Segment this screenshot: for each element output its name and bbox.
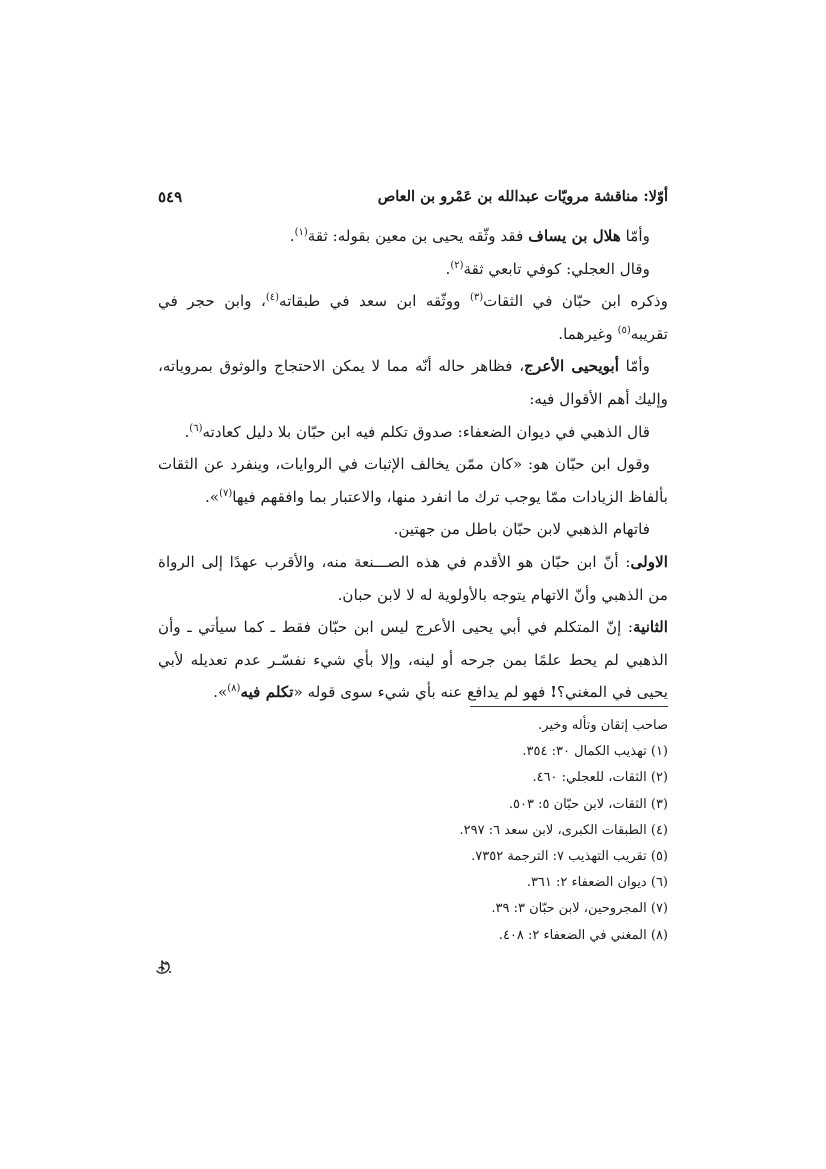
paragraph-hilal-ibn-yasaf xyxy=(158,220,668,253)
paragraph-ibn-hibban-thiqat xyxy=(158,285,668,350)
narrator-name: أبويحيى الأعرج xyxy=(524,357,619,376)
footnote-ref: (٧) xyxy=(219,487,233,499)
footnote-continuation: صاحب إتقان وتأله وخير. xyxy=(538,718,668,733)
exclamation: ! xyxy=(550,683,557,702)
paragraph-abu-yahya xyxy=(158,350,668,415)
point-label: الثانية xyxy=(632,618,668,637)
text-run: قال الذهبي في ديوان الضعفاء: صدوق تكلم فيه ابن حبّان بلا دليل كعادته xyxy=(202,422,650,441)
footnote-8: (٨) المغني في الضعفاء ٢: ٤٠٨. xyxy=(498,927,668,943)
text-run: فقد وثّقه يحيى بن معين بقوله: ثقة xyxy=(307,227,529,245)
text-run: . xyxy=(289,227,295,245)
paragraph-second-aspect xyxy=(158,611,668,709)
main-text xyxy=(158,220,668,709)
footnote-6: (٦) ديوان الضعفاء ٢: ٣٦١. xyxy=(526,875,668,891)
paragraph-dhahabi xyxy=(158,416,668,449)
text-run: وأمّا xyxy=(618,357,650,376)
footnote-2: (٢) الثقات، للعجلي: ٤٦٠. xyxy=(532,770,668,786)
footnotes xyxy=(330,713,668,949)
page-number: ٥٤٩ xyxy=(158,188,183,206)
footnote-1: (١) تهذيب الكمال ٣٠: ٣٥٤. xyxy=(522,744,668,760)
text-run: ، فظاهر حاله أنّه مما لا يمكن الاحتجاج والوثوق بمروياته، وإليك أهم الأقوال فيه: xyxy=(158,357,668,408)
text-run: فاتهام الذهبي لابن حبّان باطل من جهتين. xyxy=(393,520,650,539)
footnote-7: (٧) المجروحين، لابن حبّان ٣: ٣٩. xyxy=(491,901,668,917)
footnote-5: (٥) تقريب التهذيب ٧: الترجمة ٧٣٥٢. xyxy=(471,849,668,865)
text-run: وأمّا xyxy=(620,227,650,245)
text-run: : أنّ ابن حبّان هو الأقدم في هذه الصـــنعة منه، والأقرب عهدًا إلى الرواة من الذهبي وأنّ الاتهام يتوجه بالأولوية له لا لابن حبان. xyxy=(158,552,668,604)
text-run: ، وابن حجر في تقريبه xyxy=(158,292,668,343)
footnote-ref: (٥) xyxy=(617,324,631,336)
footnote-ref: (٤) xyxy=(265,292,280,304)
publisher-ornament-icon xyxy=(154,958,174,976)
text-run: ووثّقه ابن سعد في طبقاته xyxy=(279,292,470,311)
text-run: . xyxy=(184,422,190,441)
text-run: ». xyxy=(204,487,220,506)
footnote-ref: (٣) xyxy=(469,292,484,304)
footnote-separator xyxy=(470,706,668,707)
footnote-ref: (١) xyxy=(294,227,308,238)
point-label: الاولى xyxy=(630,552,668,571)
footnote-3: (٣) الثقات، لابن حبّان ٥: ٥٠٣. xyxy=(508,796,668,812)
footnote-ref: (٦) xyxy=(189,422,203,434)
text-run: وغيرهما. xyxy=(558,324,618,343)
text-run: ». xyxy=(213,683,228,702)
text-run: وقول ابن حبّان هو: «كان ممّن يخالف الإثبات في الروايات، وينفرد عن الثقات بألفاظ الزيادات ممّا يوجب ترك ما انفرد منها، والاعتبار بما وافقهم فيها xyxy=(158,455,668,506)
footnote-ref: (٨) xyxy=(227,683,241,695)
running-title: أوّلا: مناقشة مرويّات عبدالله بن عَمْرو بن العاص xyxy=(377,188,668,205)
narrator-name: هلال بن يساف xyxy=(528,227,621,245)
paragraph-ibn-hibban-quote xyxy=(158,448,668,513)
paragraph-first-aspect xyxy=(158,546,668,611)
paragraph-ijli xyxy=(158,253,668,286)
text-run: وذكره ابن حبّان في الثقات xyxy=(483,292,668,311)
footnote-ref: (٢) xyxy=(450,259,464,271)
quoted-phrase: تكلم فيه xyxy=(240,683,294,702)
paragraph-two-aspects xyxy=(158,513,668,546)
text-run: . xyxy=(445,259,451,278)
page-header xyxy=(158,188,668,214)
text-run: فهو لم يدافع عنه بأي شيء سوى قوله « xyxy=(293,683,551,702)
text-run: : إنّ المتكلم في أبي يحيى الأعرج ليس ابن حبّان فقط ـ كما سيأتي ـ وأن الذهبي لم يحط علمًا بمن جرحه أو لينه، وإلا بأي شيء نفسّـر عدم تعديله لأبي يحيى في المغني؟ xyxy=(158,618,668,702)
text-run: وقال العجلي: كوفي تابعي ثقة xyxy=(463,259,650,278)
footnote-4: (٤) الطبقات الكبرى، لابن سعد ٦: ٢٩٧. xyxy=(459,822,668,838)
